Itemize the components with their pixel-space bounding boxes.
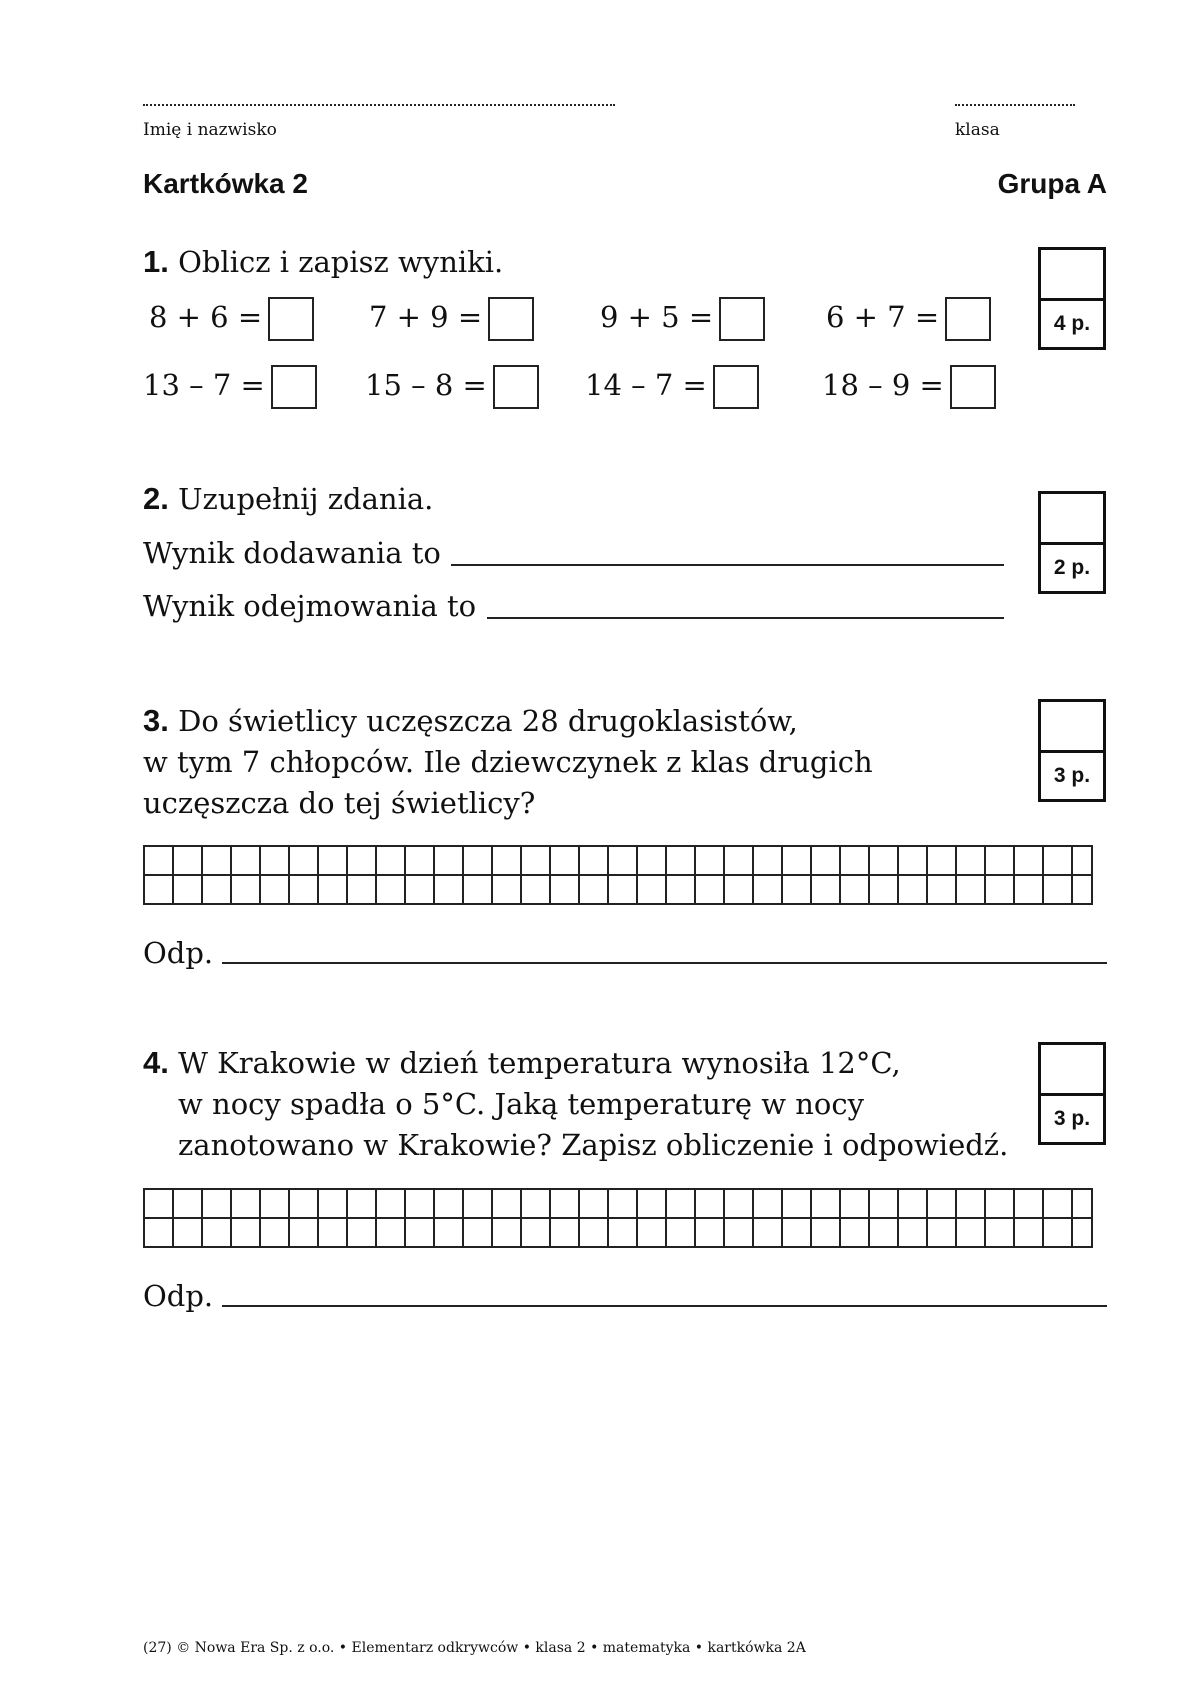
equation [365,365,539,409]
task4-answer-line[interactable] [222,1305,1107,1307]
answer-box[interactable] [719,297,765,341]
name-label: Imię i nazwisko [143,120,277,140]
task4-problem [143,1042,1008,1166]
task2-number: 2. [143,481,169,516]
task3-line3: uczęszcza do tej świetlicy? [143,786,536,820]
footer-copyright: (27) © Nowa Era Sp. z o.o. • Elementarz odkrywców • klasa 2 • matematyka • kartkówka 2A [143,1640,806,1656]
name-field-line[interactable] [143,104,615,106]
task1-points: 4 p. [1053,312,1091,335]
task1-score-box [1038,247,1106,350]
answer-box[interactable] [945,297,991,341]
task4-points: 3 p. [1053,1107,1091,1130]
task3-line1 [143,700,873,742]
task4-calculation-grid[interactable] [143,1188,1093,1248]
task4-line3: zanotowano w Krakowie? Zapisz obliczenie i odpowiedź. [178,1128,1009,1162]
task3-answer-label: Odp. [143,936,214,970]
task4-text-line1: W Krakowie w dzień temperatura wynosiła 12°C, [178,1046,901,1080]
equation-text: 7 + 9 = [369,300,483,334]
group-label: Grupa A [997,168,1107,199]
task3-answer-line[interactable] [222,962,1107,964]
task2-text: Uzupełnij zdania. [178,482,434,516]
equation [822,365,996,409]
answer-box[interactable] [488,297,534,341]
equation-text: 18 – 9 = [822,368,944,402]
equation [600,297,765,341]
task3-score-box [1038,699,1106,802]
task2-instruction [143,478,433,520]
equation [143,365,317,409]
equation [369,297,534,341]
equation [585,365,759,409]
equation-text: 14 – 7 = [585,368,707,402]
sentence-subtraction: Wynik odejmowania to [143,589,477,623]
task2-points: 2 p. [1053,556,1091,579]
task3-problem [143,700,873,824]
task3-line2: w tym 7 chłopców. Ile dziewczynek z klas drugich [143,745,873,779]
page-title: Kartkówka 2 [143,168,308,199]
task1-text: Oblicz i zapisz wyniki. [178,245,504,279]
task4-score-box [1038,1042,1106,1145]
equation-text: 9 + 5 = [600,300,714,334]
equation [826,297,991,341]
task2-score-field[interactable] [1041,494,1103,545]
task3-number: 3. [143,703,169,738]
task1-number: 1. [143,244,169,279]
equation-text: 8 + 6 = [149,300,263,334]
equation [149,297,314,341]
task2-score-box [1038,491,1106,594]
task1-instruction [143,241,503,283]
task3-text-line1: Do świetlicy uczęszcza 28 drugoklasistów, [178,704,798,738]
task4-answer-label: Odp. [143,1279,214,1313]
task3-calculation-grid[interactable] [143,845,1093,905]
task4-line1 [143,1042,1008,1084]
addition-answer-line[interactable] [451,564,1004,566]
class-label: klasa [955,120,1000,140]
equation-text: 15 – 8 = [365,368,487,402]
sentence-addition: Wynik dodawania to [143,536,441,570]
task1-score-field[interactable] [1041,250,1103,301]
class-field-line[interactable] [955,104,1075,106]
task4-number: 4. [143,1045,169,1080]
task3-points: 3 p. [1053,764,1091,787]
task4-line2: w nocy spadła o 5°C. Jaką temperaturę w nocy [178,1087,865,1121]
answer-box[interactable] [950,365,996,409]
equation-text: 6 + 7 = [826,300,940,334]
task4-score-field[interactable] [1041,1045,1103,1096]
task3-score-field[interactable] [1041,702,1103,753]
answer-box[interactable] [713,365,759,409]
subtraction-answer-line[interactable] [487,617,1004,619]
answer-box[interactable] [268,297,314,341]
answer-box[interactable] [493,365,539,409]
equation-text: 13 – 7 = [143,368,265,402]
answer-box[interactable] [271,365,317,409]
